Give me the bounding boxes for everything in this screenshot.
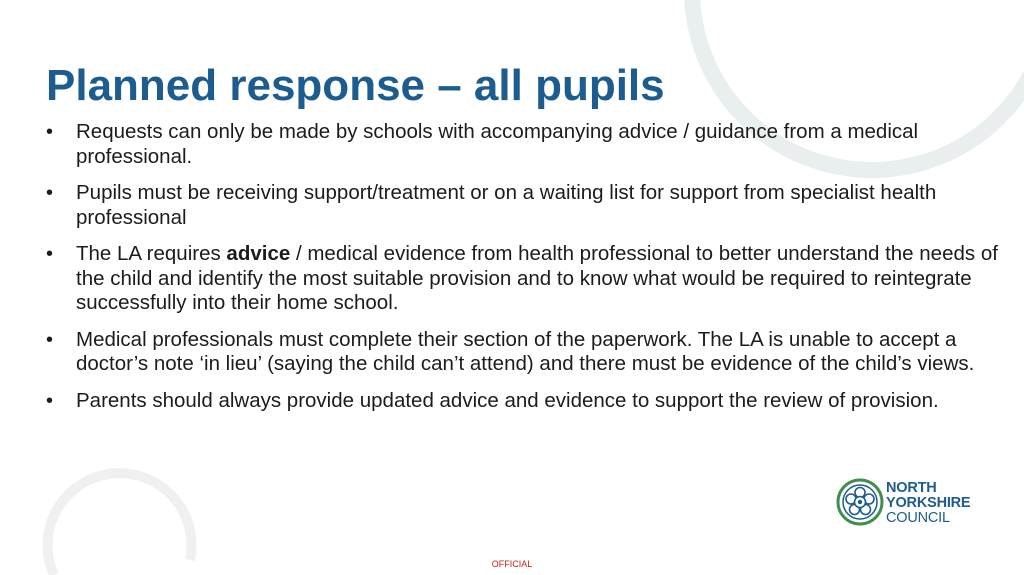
bullet-text: Requests can only be made by schools with accompanying advice / guidance from a medical professional. — [76, 120, 919, 168]
bullet-text: Pupils must be receiving support/treatment or on a waiting list for support from specialist health professional — [76, 181, 937, 229]
logo-line-council: COUNCIL — [886, 510, 950, 526]
bullet-text-after: / medical evidence from health professional to better understand the needs of the child and identify the most suitable provision and to know what would be required to reintegrate successfully into their home school. — [76, 242, 998, 314]
bullet-item — [46, 120, 1004, 169]
logo-wordmark — [886, 481, 970, 526]
bullet-item — [46, 242, 1004, 316]
rose-emblem-icon — [836, 478, 884, 526]
page-title: Planned response – all pupils — [46, 61, 665, 110]
bullet-text-bold: advice — [226, 242, 291, 265]
bullet-item — [46, 328, 1004, 377]
north-yorkshire-council-logo — [836, 478, 986, 532]
bullet-text: Parents should always provide updated advice and evidence to support the review of provision. — [76, 388, 939, 412]
bullet-text-before: The LA requires — [76, 242, 227, 265]
classification-label: OFFICIAL — [491, 559, 533, 569]
bullet-list — [46, 120, 1004, 425]
bullet-text: Medical professionals must complete their section of the paperwork. The LA is unable to accept a doctor’s note ‘in lieu’ (saying the child can’t attend) and there must be evidence of the child’s views. — [76, 327, 975, 375]
bullet-item — [46, 181, 1004, 230]
logo-line-yorkshire: YORKSHIRE — [886, 495, 971, 511]
logo-line-north: NORTH — [886, 480, 937, 496]
bullet-item — [46, 389, 1004, 414]
